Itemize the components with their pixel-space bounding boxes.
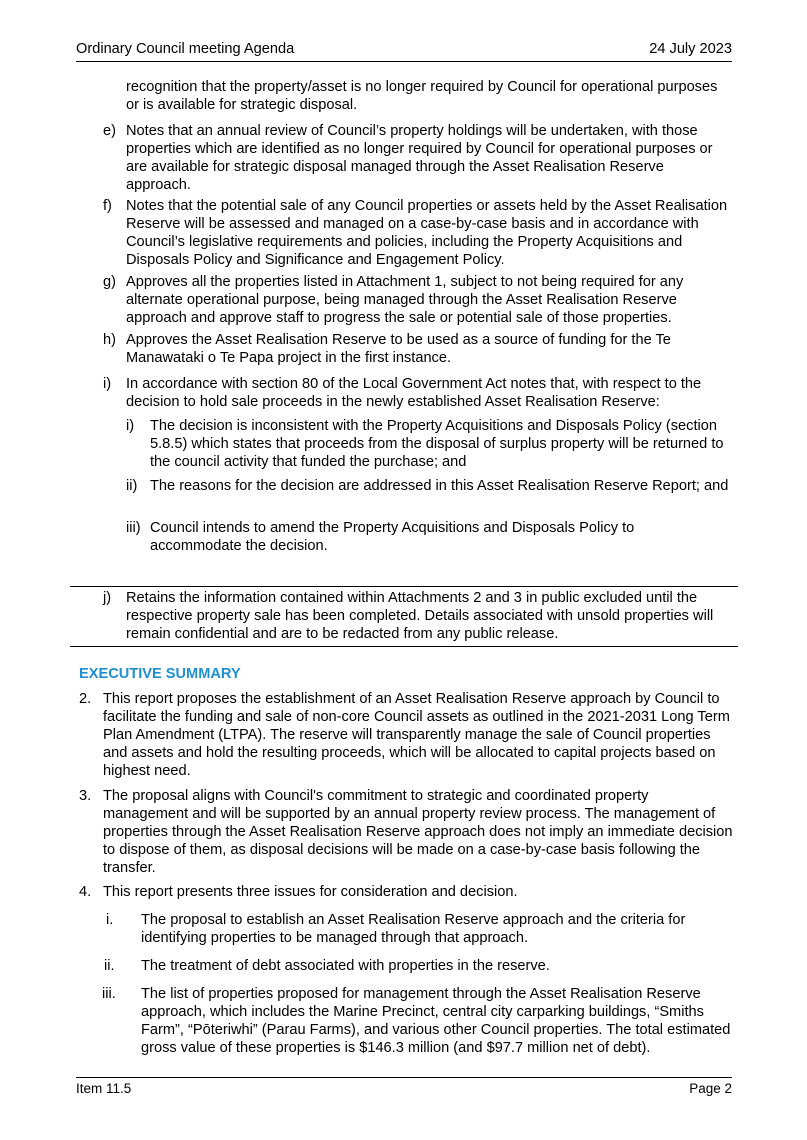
item-i-text: In accordance with section 80 of the Local Government Act notes that, with respect to the decision to hold sale proceeds in the newly established Asset Realisation Reserve: [126,376,702,410]
executive-summary-heading: EXECUTIVE SUMMARY [79,666,241,682]
para-4-number: 4. [79,884,92,900]
subitem-i-label: i) [126,418,135,434]
item-e-text: Notes that an annual review of Council’s property holdings will be undertaken, with those properties which are identified as no longer required by Council for operational purposes or are available for strategic disposal managed through the Asset Realisation Reserve approach. [126,123,713,193]
item-g-text: Approves all the properties listed in Attachment 1, subject to not being required for any alternate operational purpose, being managed through the Asset Realisation Reserve approach and approve staff to progress the sale or potential sale of those properties. [126,274,684,326]
item-g-label: g) [103,274,116,290]
item-f-label: f) [103,198,112,214]
divider-top [70,586,738,587]
item-j-text: Retains the information contained within Attachments 2 and 3 in public excluded until the respective property sale has been completed. Details associated with unsold properties will remain confidential and are to be redacted from any public release. [126,590,714,642]
subitem-iii-text: Council intends to amend the Property Acquisitions and Disposals Policy to accommodate the decision. [150,520,635,554]
issue-iii-text: The list of properties proposed for management through the Asset Realisation Reserve approach, which includes the Marine Precinct, central city carparking buildings, “Smiths Farm”, “Pōteriwhi” (Parau Farms), and various other Council properties. The total estimated gross value of these properties is $146.3 million (and $97.7 million net of debt). [141,986,731,1056]
page-header [76,37,732,62]
item-e-label: e) [103,123,116,139]
issue-i-label: i. [106,912,114,928]
issue-iii-label: iii. [102,986,116,1002]
item-i-label: i) [103,376,112,392]
meeting-date: 24 July 2023 [649,41,732,57]
para-2-number: 2. [79,691,92,707]
item-h-text: Approves the Asset Realisation Reserve to be used as a source of funding for the Te Manawataki o Te Papa project in the first instance. [126,332,671,366]
issue-ii-label: ii. [104,958,115,974]
agenda-item-number: Item 11.5 [76,1081,132,1096]
issue-ii-text: The treatment of debt associated with properties in the reserve. [141,958,550,974]
subitem-iii-label: iii) [126,520,141,536]
page-footer [76,1077,732,1098]
issue-i-text: The proposal to establish an Asset Realisation Reserve approach and the criteria for identifying properties to be managed through that approach. [141,912,686,946]
para-2-text: This report proposes the establishment of an Asset Realisation Reserve approach by Council to facilitate the funding and sale of non-core Council assets as outlined in the 2021-2031 Long Term Plan Amendment (LTPA). The reserve will transparently manage the sale of Council properties and assets and hold the resulting proceeds, which will be allocated to capital projects based on highest need. [103,691,730,779]
para-4-text: This report presents three issues for consideration and decision. [103,884,518,900]
divider-bottom [70,646,738,647]
item-h-label: h) [103,332,116,348]
para-3-text: The proposal aligns with Council's commitment to strategic and coordinated property management and will be supported by an annual property review process. The management of properties through the Asset Realisation Reserve approach does not imply an immediate decision to dispose of them, as disposal decisions will be made on a case-by-case basis following the transfer. [103,788,733,876]
subitem-ii-text: The reasons for the decision are addressed in this Asset Realisation Reserve Report; and [150,478,729,494]
page-number: Page 2 [689,1081,732,1096]
meeting-title: Ordinary Council meeting Agenda [76,41,295,57]
para-3-number: 3. [79,788,92,804]
continued-text: recognition that the property/asset is no longer required by Council for operational purposes or is available for strategic disposal. [126,79,718,113]
subitem-i-text: The decision is inconsistent with the Property Acquisitions and Disposals Policy (section 5.8.5) which states that proceeds from the disposal of surplus property will be returned to the council activity that funded the purchase; and [150,418,724,470]
subitem-ii-label: ii) [126,478,138,494]
item-j-label: j) [103,590,112,606]
item-f-text: Notes that the potential sale of any Council properties or assets held by the Asset Realisation Reserve will be assessed and managed on a case-by-case basis and in accordance with Council’s legislative requirements and policies, including the Property Acquisitions and Disposals Policy and Significance and Engagement Policy. [126,198,728,268]
